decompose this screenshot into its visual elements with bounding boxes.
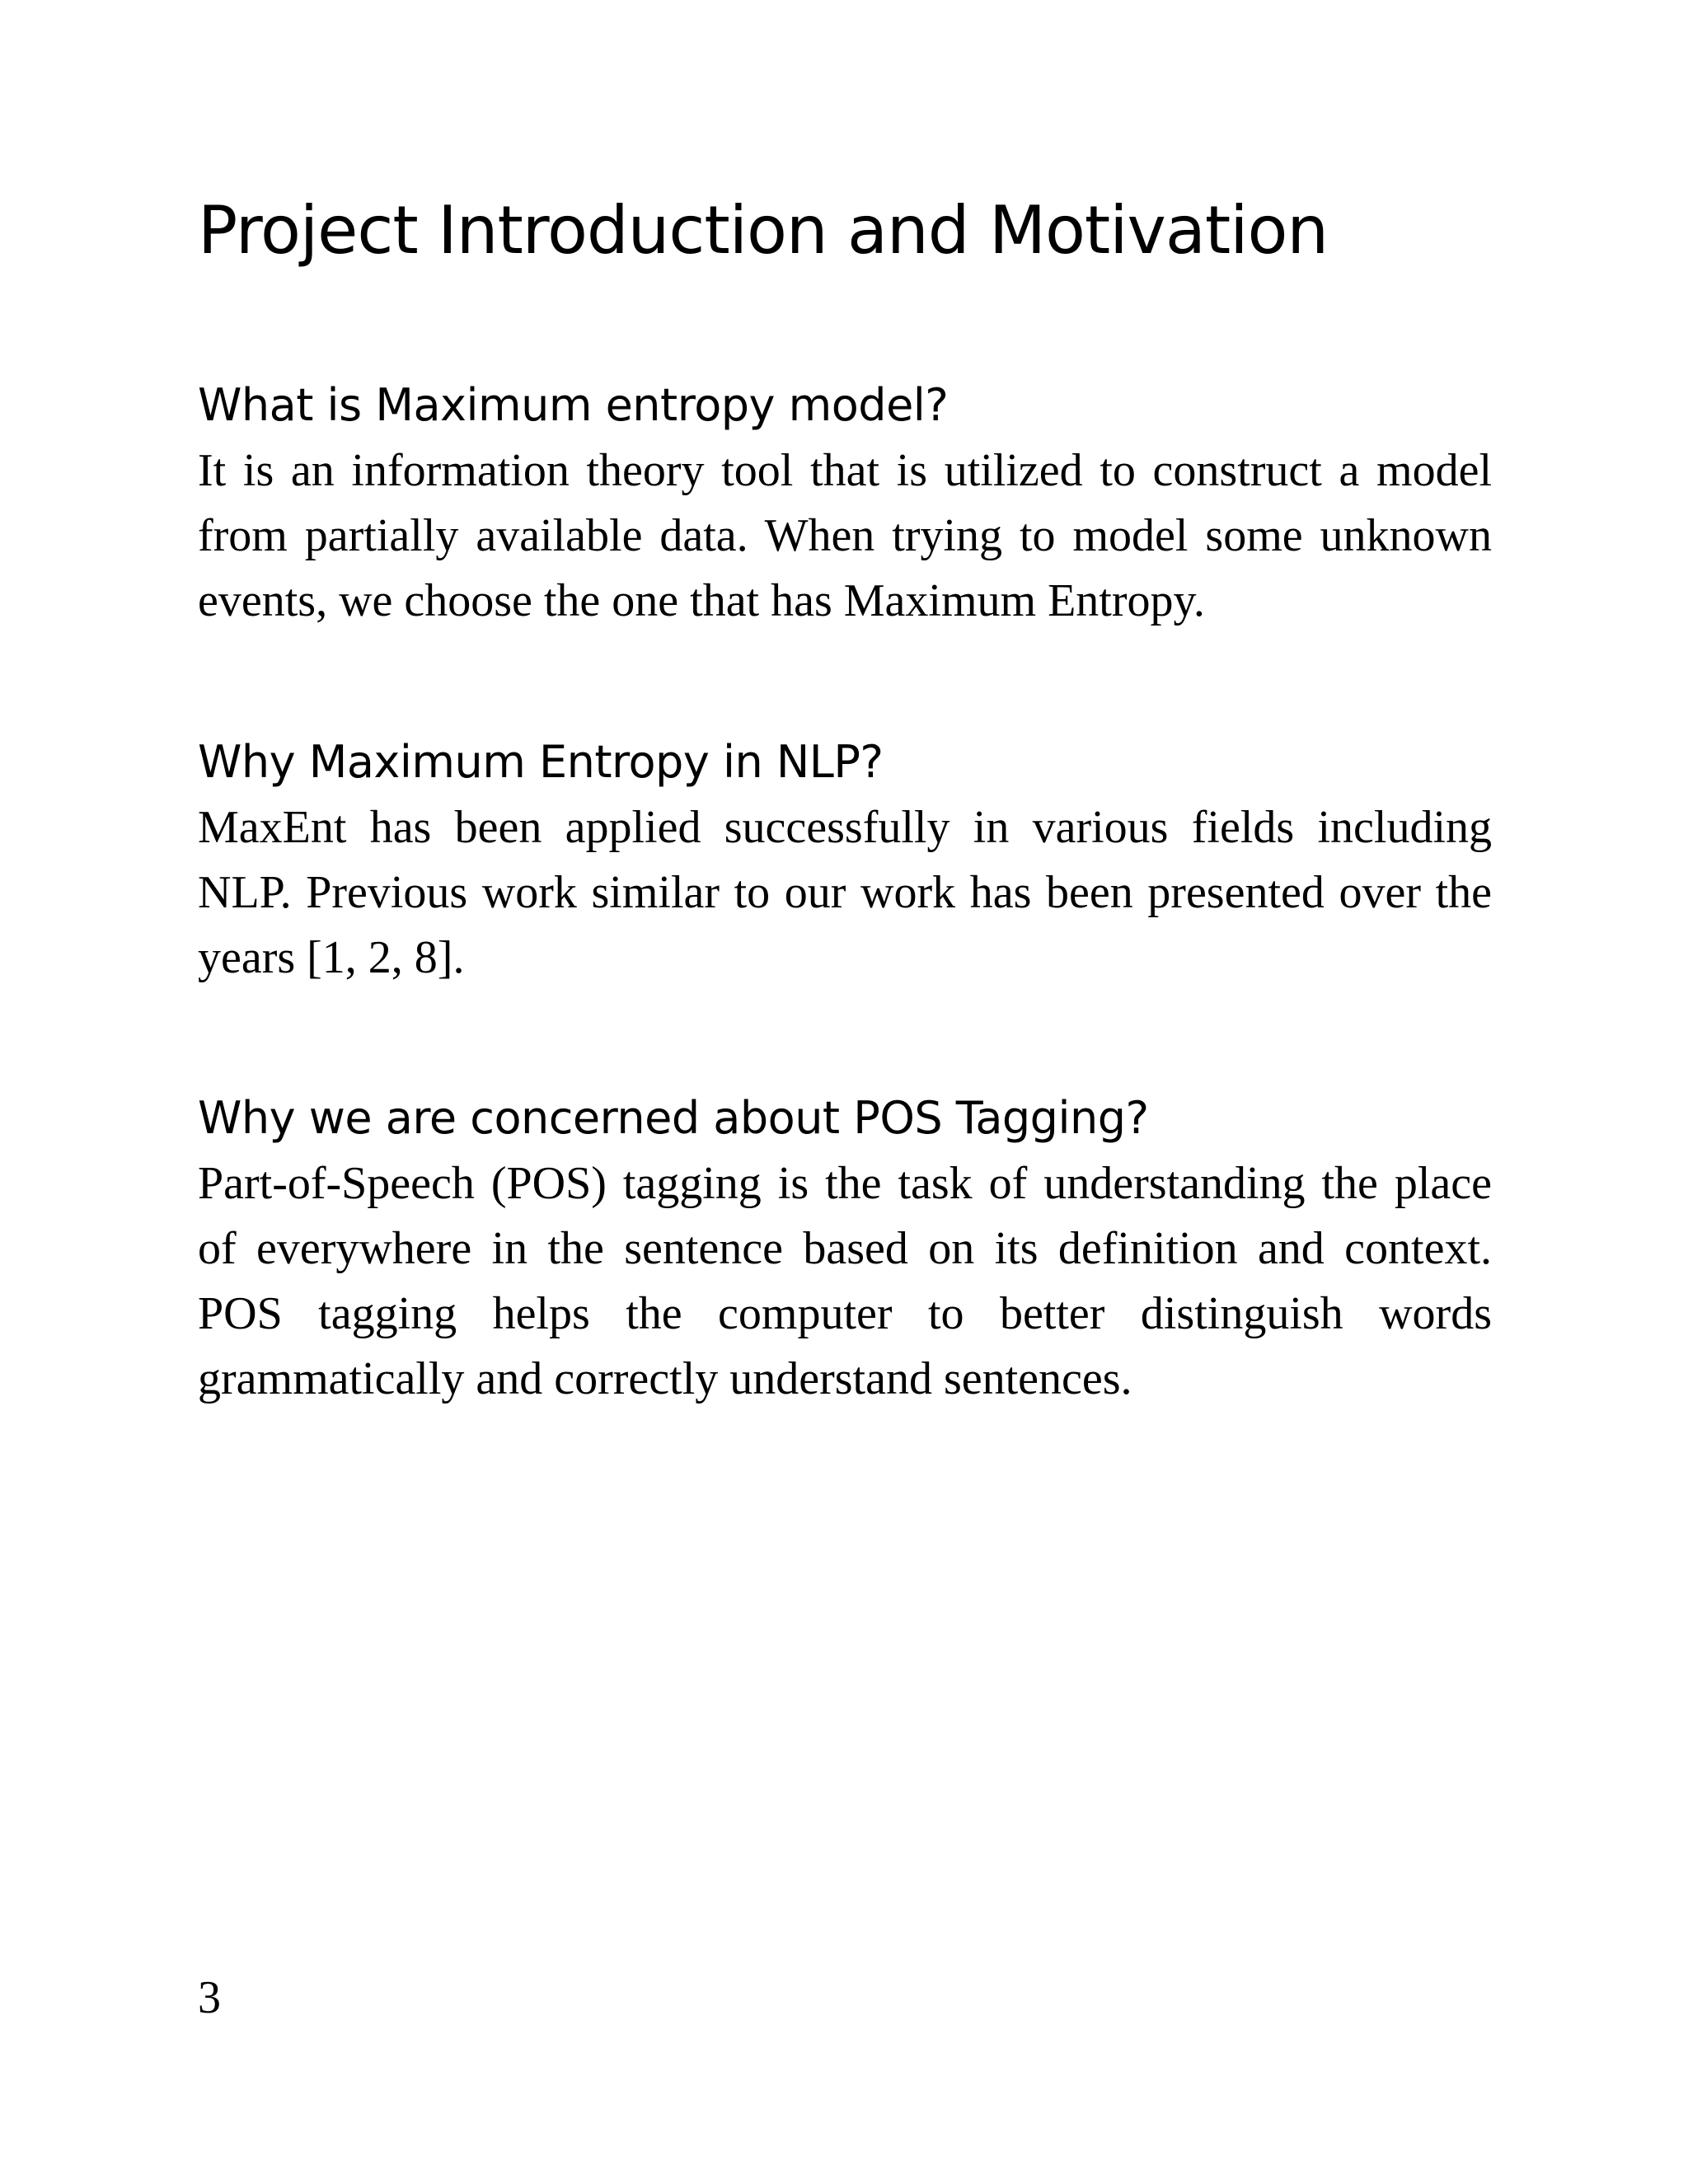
section-maximum-entropy-model — [198, 373, 1492, 634]
section-heading: What is Maximum entropy model? — [198, 379, 949, 431]
section-pos-tagging — [198, 1085, 1492, 1412]
section-body: MaxEnt has been applied successfully in various fields including NLP. Previous work similar to our work has been presented over the years [1, 2, 8]. — [198, 802, 1492, 983]
section-heading: Why Maximum Entropy in NLP? — [198, 736, 884, 788]
section-maxent-in-nlp — [198, 729, 1492, 991]
section-heading: Why we are concerned about POS Tagging? — [198, 1092, 1149, 1144]
page-title: Project Introduction and Motivation — [198, 192, 1329, 269]
section-body: It is an information theory tool that is utilized to construct a model from partially available data. When trying to model some unknown events, we choose the one that has Maximum Entropy. — [198, 445, 1492, 626]
page-number: 3 — [198, 1972, 221, 2023]
section-body: Part-of-Speech (POS) tagging is the task of understanding the place of everywhere in the sentence based on its definition and context. POS tagging helps the computer to better distinguish words grammatically and correctly understand sentences. — [198, 1158, 1492, 1404]
